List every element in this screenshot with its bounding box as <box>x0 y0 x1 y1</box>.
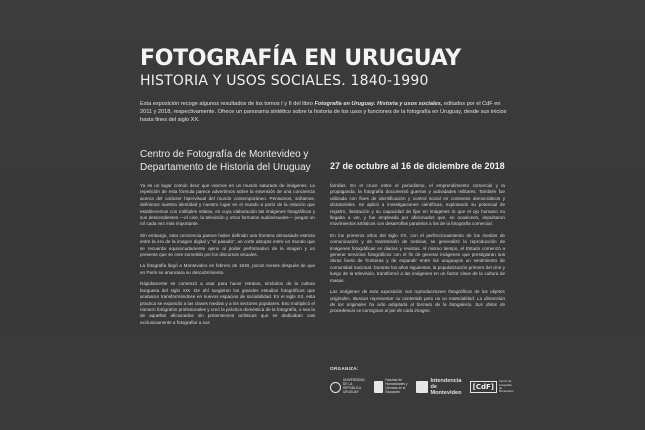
intro-paragraph <box>140 100 510 124</box>
organiza-label: ORGANIZA: <box>330 366 359 371</box>
organizers-line-2: Departamento de Historia del Uruguay <box>140 161 311 173</box>
organizer-logos <box>330 377 515 397</box>
body-paragraph: Rápidamente se comenzó a usar para hacer retratos, símbolos de la cultura burguesa del siglo XIX. De ahí surgieron los grandes estudios fotográficos que acabaron transformándose en nuevos espacios de sociabilidad. En el siglo XX, esta práctica se expandió a las clases medias y a los sectores populares. Eso multiplicó el número fotógrafos profesionales y creó la práctica doméstica de la fotografía, o sea la de aquellos aficionados sin pretensiones artísticas que se dedicaban casi exclusivamente a fotografiar a sus <box>140 281 315 325</box>
intro-text-after: editados por el CdF en 2011 y 2018, respectivamente. Ofrece un panorama sintético sobre la historia de los usos y funciones de la fotografía en Uruguay, desde sus inicios hasta fines del siglo XX. <box>140 101 507 123</box>
intro-text-before: Esta exposición recoge algunos resultados de los tomos I y II del libro <box>140 101 315 107</box>
page-title: FOTOGRAFÍA EN URUGUAY <box>140 46 461 71</box>
cdf-logo-mark: [CdF] <box>470 381 497 393</box>
fhce-logo <box>374 379 411 394</box>
body-paragraph: familias. En el cruce entre el periodismo, el emprendimiento comercial y la propaganda, la fotografía documentó guerras y actividades militares. También fue utilizada con fines de identificación y control social en contextos democráticos y dictatoriales. Se aplicó a investigaciones científicas, explotando su potencial de registro, ilustración y su capacidad de fijar en imágenes lo que el ojo humano no llegaba a ver, y fue empleada por aficionados que, en ocasiones, impulsaron movimientos artísticos con desarrollos paralelos a los de la fotografía comercial. <box>330 183 505 227</box>
exhibition-dates: 27 de octubre al 16 de diciembre de 2018 <box>330 161 505 171</box>
imm-logo <box>416 378 464 396</box>
body-paragraph: La fotografía llegó a Montevideo en febrero de 1840, pocos meses después de que en París se anunciara su descubrimiento. <box>140 263 315 275</box>
body-paragraph: Ya es un lugar común decir que vivimos en un mundo saturado de imágenes. La repetición de esta fórmula parece advertirnos sobre la extensión de una conciencia acerca del carácter hipervisual del mundo contemporáneo. Pensamos, soñamos, definimos nuestra identidad y nuestro lugar en el mundo a partir de la relación que establecemos con múltiples relatos, en cuya elaboración las imágenes fotográficas y sus descendientes —el cine, la televisión y otros formatos audiovisuales— juegan un rol cada vez más importante. <box>140 183 315 227</box>
right-text-column <box>330 183 505 320</box>
reproduction-note: Las imágenes de esta exposición son reproducciones fotográficas de los objetos originales. Buscan representar su contenido pero no su materialidad. La dimensión de los originales ha sido adaptada al formato de la fotogalería. Sus datos de procedencia se consignan al pie de cada imagen. <box>330 289 505 314</box>
udelar-logo-text: UNIVERSIDAD DE LA REPÚBLICA URUGUAY <box>343 378 365 394</box>
left-text-column <box>140 183 315 331</box>
fhce-logo-text: Facultad de Humanidades y Ciencias de la Educación <box>385 378 408 394</box>
body-paragraph: En los primeros años del siglo XX, con el perfeccionamiento de los medios de comunicación y de transmisión de noticias, se generalizó la reproducción de imágenes fotográficas en diarios y revistas. Al mismo tiempo, el Estado comenzó a generar servicios fotográficos con el fin de generar imágenes que prestigiaran sus obras fuera de fronteras y de expandir entre los uruguayos un sentimiento de comunidad nacional. Durante los años siguientes, la popularización primero del cine y luego de la televisión, transformó a las imágenes en un factor clave de la cultura de masas. <box>330 232 505 283</box>
page-subtitle: HISTORIA Y USOS SOCIALES. 1840-1990 <box>140 73 429 89</box>
imm-logo-text: Intendencia de Montevideo <box>430 378 462 396</box>
intro-book-title: Fotografía en Uruguay. Historia y usos sociales, <box>314 101 443 107</box>
udelar-seal-icon <box>330 382 341 393</box>
cdf-logo-text: Centro de Fotografía de Montevideo <box>498 379 514 394</box>
cdf-logo <box>470 380 515 394</box>
body-paragraph: Sin embargo, esta conciencia parece haber definido una frontera demasiado estricta entre la era de la imagen digital y "el pasado", un corte abrupto entre un mundo que se recuerda equivocadamente ajeno al poder performativo de la imagen y un presente que se cree sometido por los discursos visuales. <box>140 232 315 258</box>
organizers-heading <box>140 149 335 174</box>
organizers-line-1: Centro de Fotografía de Montevideo y <box>140 149 309 160</box>
fhce-mark-icon <box>374 381 383 393</box>
udelar-logo <box>330 379 369 394</box>
imm-mark-icon <box>416 381 428 393</box>
